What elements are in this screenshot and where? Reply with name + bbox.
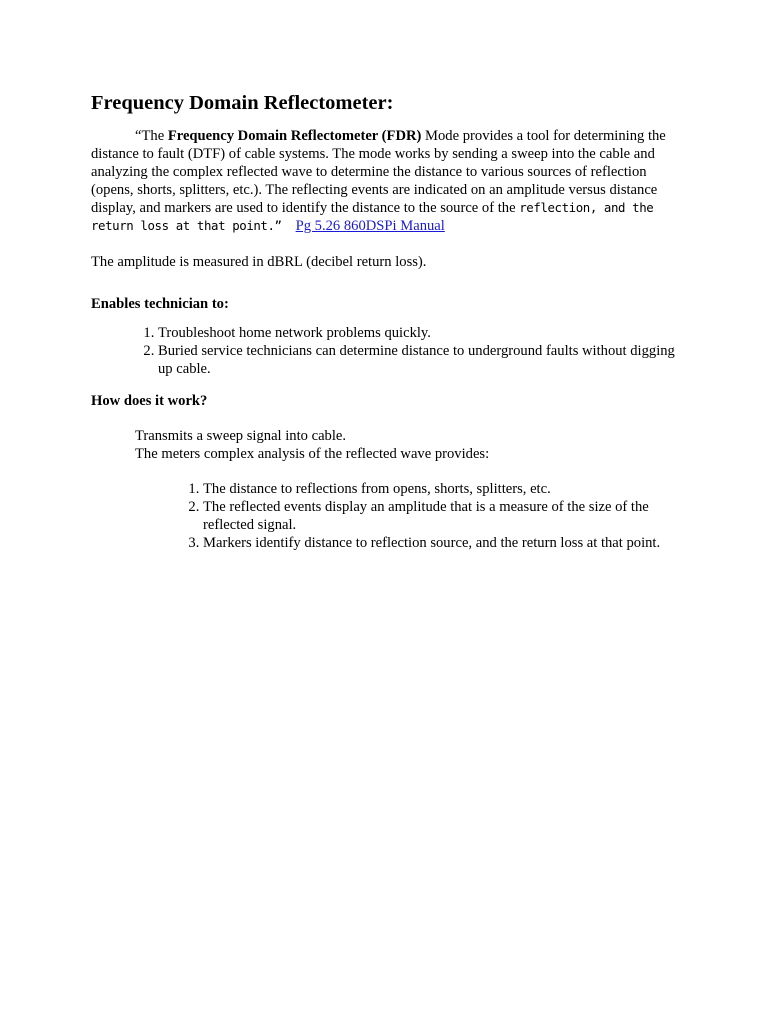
fdr-quote [91,127,681,235]
how-list [91,480,681,552]
enables-heading: Enables technician to: [91,296,229,312]
amplitude-note: The amplitude is measured in dBRL (decibel return loss). [91,254,427,270]
quote-bold-term: Frequency Domain Reflectometer (FDR) [167,128,422,144]
how-line-1: Transmits a sweep signal into cable. [135,428,347,444]
quote-tail: reflection, and the return loss at that point.” [91,200,654,233]
page-title: Frequency Domain Reflectometer: [91,92,394,114]
document-page [91,90,681,552]
list-item: 1. The distance to reflections from opens, shorts, splitters, etc. [203,480,681,498]
manual-reference-link[interactable]: Pg 5.26 860DSPi Manual [295,218,445,234]
list-item: 2. Buried service technicians can determine distance to underground faults without digging up cable. [158,342,681,378]
enables-list [91,324,681,378]
how-heading: How does it work? [91,393,208,409]
quote-open: “The [135,128,168,144]
list-item: 3. Markers identify distance to reflection source, and the return loss at that point. [203,534,681,552]
quote-body: Mode provides a tool for determining the distance to fault (DTF) of cable systems. The mode works by sending a sweep into the cable and analyzing the complex reflected wave to determine the distance to various sources of reflection (opens, shorts, splitters, etc.). The reflecting events are indicated on an amplitude versus distance display, and markers are used to identify the distance to the source of the [91,128,666,216]
list-item: 1. Troubleshoot home network problems quickly. [158,324,681,342]
list-item: 2. The reflected events display an amplitude that is a measure of the size of the reflected signal. [203,498,681,534]
how-line-2: The meters complex analysis of the reflected wave provides: [135,446,490,462]
